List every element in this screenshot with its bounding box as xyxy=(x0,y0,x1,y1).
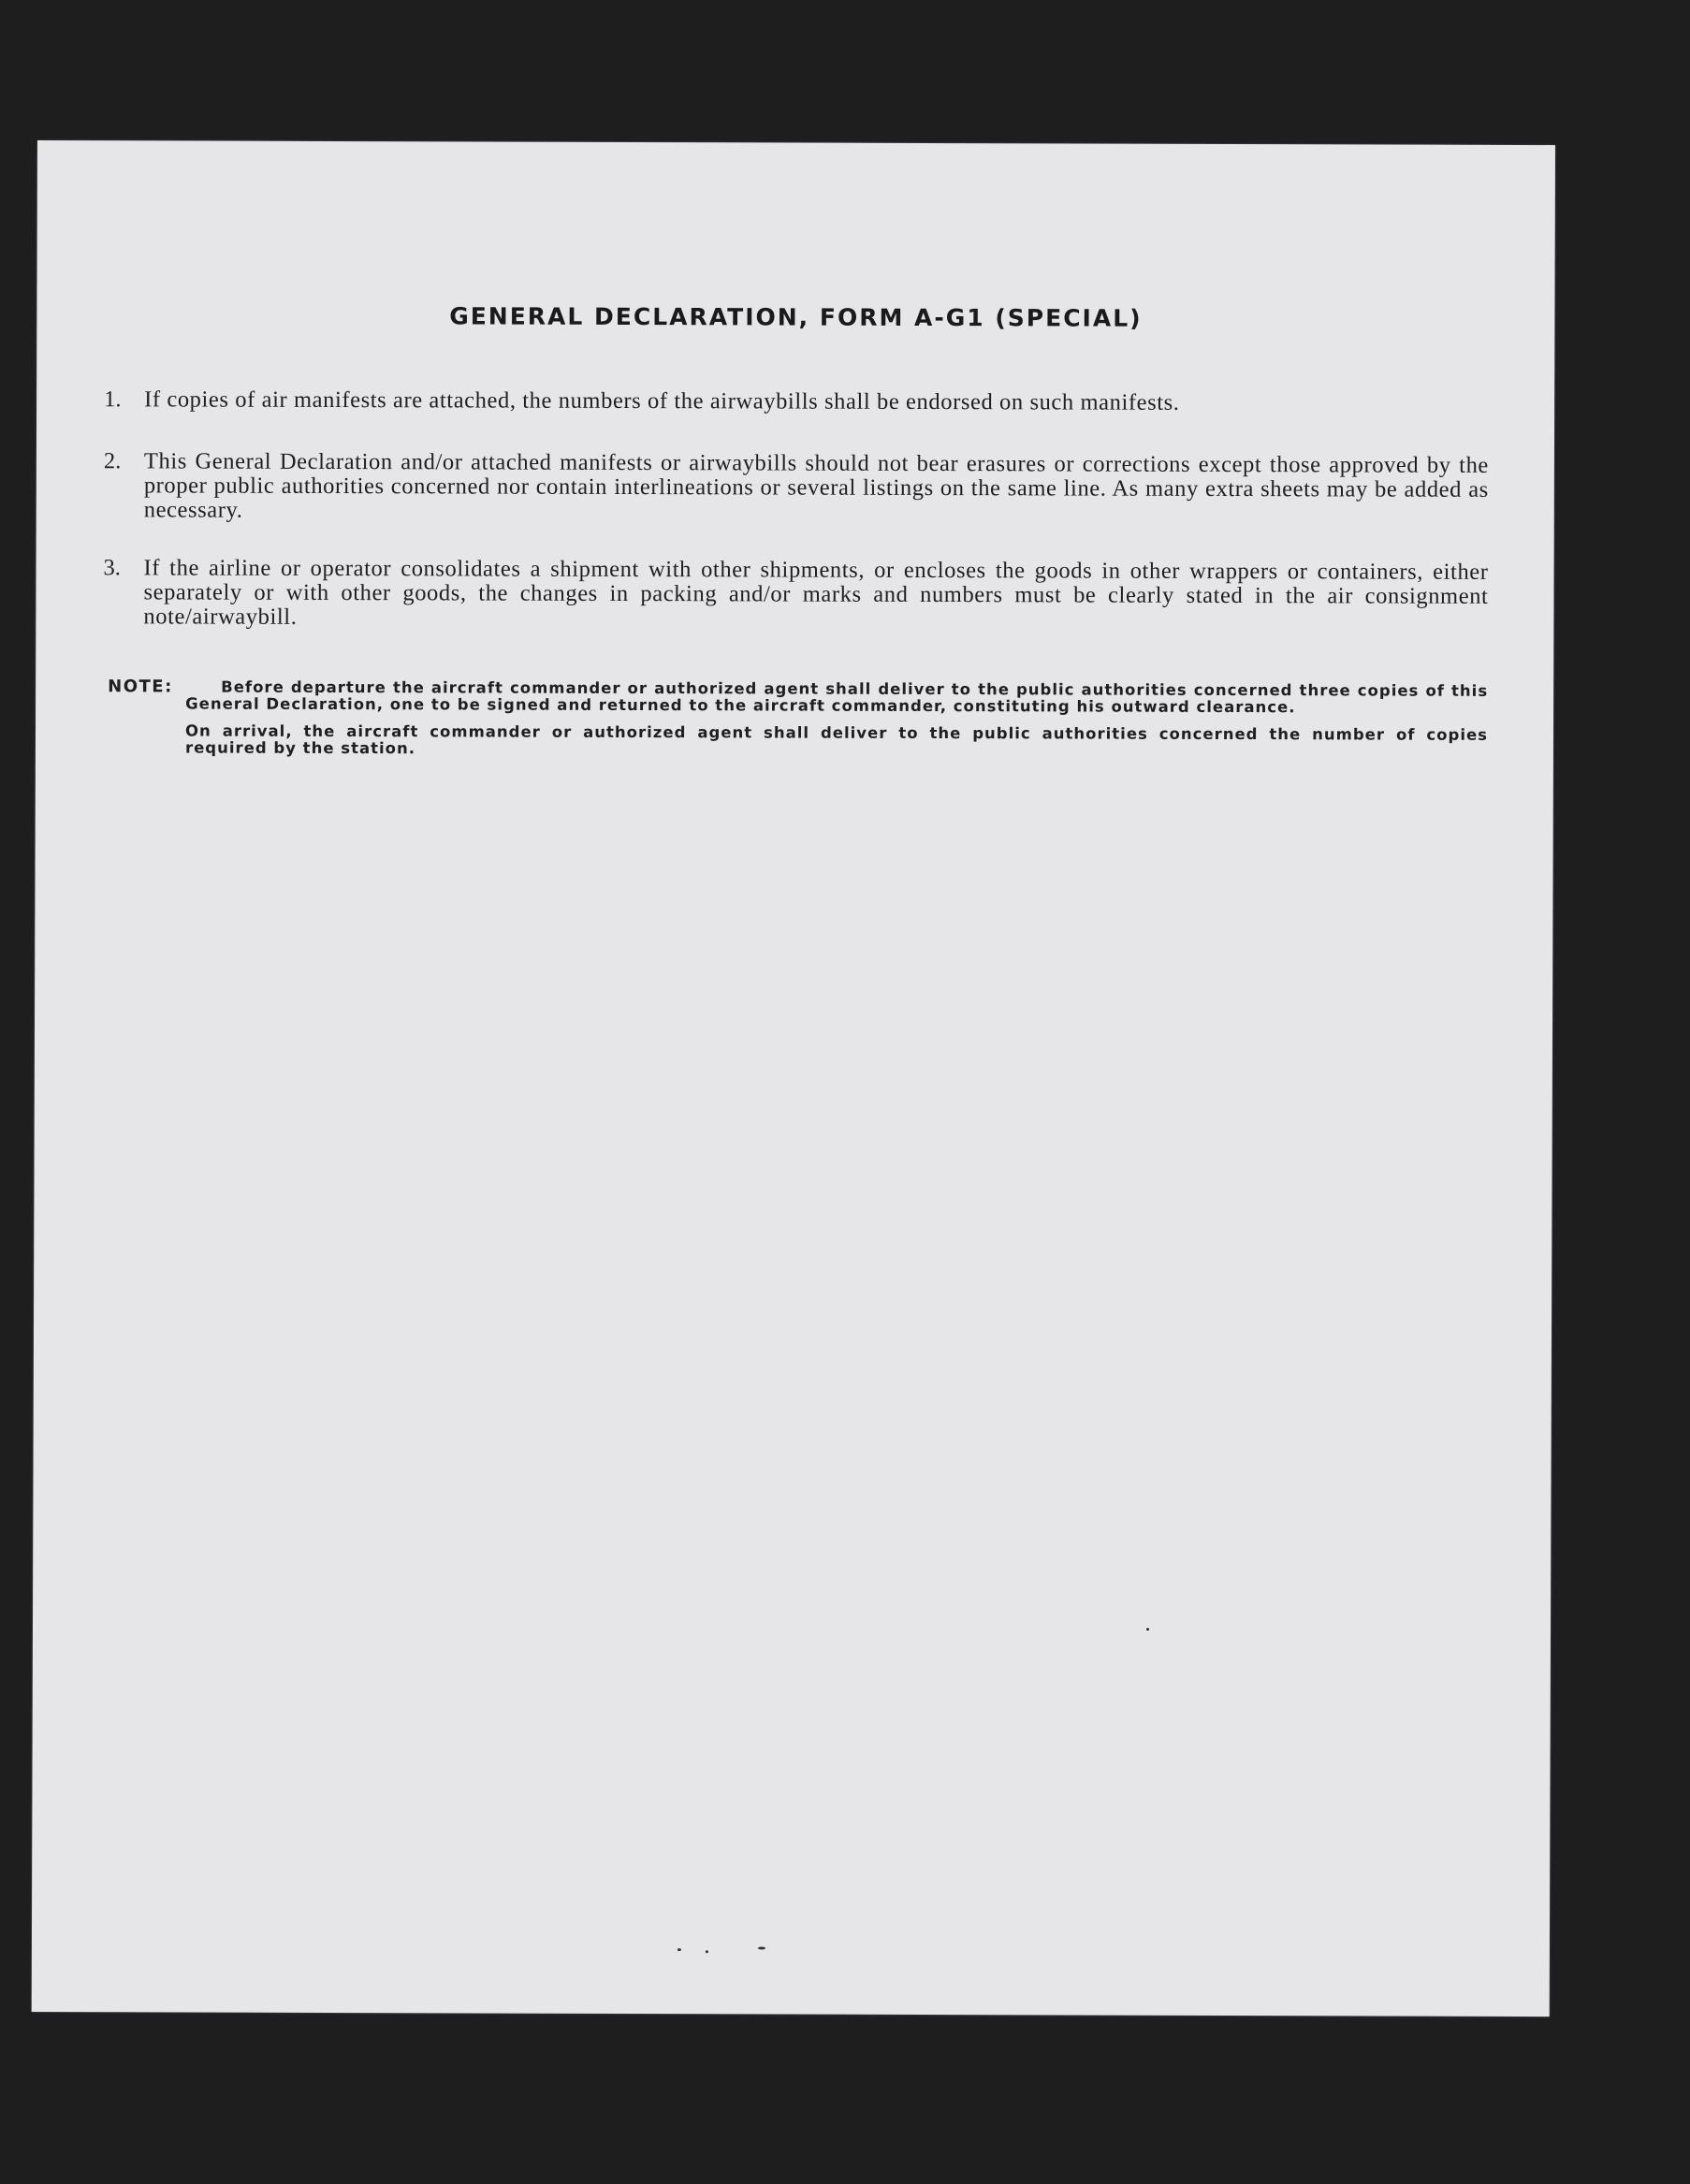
scan-speck xyxy=(677,1948,681,1951)
scan-speck xyxy=(1146,1628,1149,1631)
instruction-item-2 xyxy=(104,449,1489,527)
item-number: 2. xyxy=(103,448,122,474)
note-block xyxy=(108,678,1488,761)
instruction-item-1 xyxy=(104,387,1489,416)
item-text: This General Declaration and/or attached manifests or airwaybills should not bear erasures or corrections except those approved by the proper public authorities concerned nor contain interlineations or several listings on the same line. As many extra sheets may be added as necessary. xyxy=(143,448,1489,523)
item-text: If the airline or operator consolidates a shipment with other shipments, or encloses the goods in other wrappers or containers, either separately or with other goods, the changes in packing and/or marks and numbers must be clearly stated in the air consignment note/airwaybill. xyxy=(143,555,1489,630)
item-text: If copies of air manifests are attached, the numbers of the airwaybills shall be endorsed on such manifests. xyxy=(144,386,1180,415)
form-title: GENERAL DECLARATION, FORM A-G1 (SPECIAL) xyxy=(449,302,1143,332)
note-label: NOTE: xyxy=(108,677,173,697)
item-number: 1. xyxy=(104,386,122,413)
item-number: 3. xyxy=(103,555,121,581)
document-sheet xyxy=(32,140,1555,2017)
instruction-item-3 xyxy=(103,556,1488,633)
note-paragraph-departure: Before departure the aircraft commander or authorized agent shall deliver to the public authorities concerned three copies of this General Declaration, one to be signed and returned to the aircraft commander, constituting his outward clearance. xyxy=(185,677,1489,717)
scan-speck xyxy=(706,1950,708,1953)
scan-speck xyxy=(758,1946,765,1949)
note-paragraph-arrival: On arrival, the aircraft commander or authorized agent shall deliver to the public authorities concerned the number of copies required by the station. xyxy=(184,721,1489,758)
